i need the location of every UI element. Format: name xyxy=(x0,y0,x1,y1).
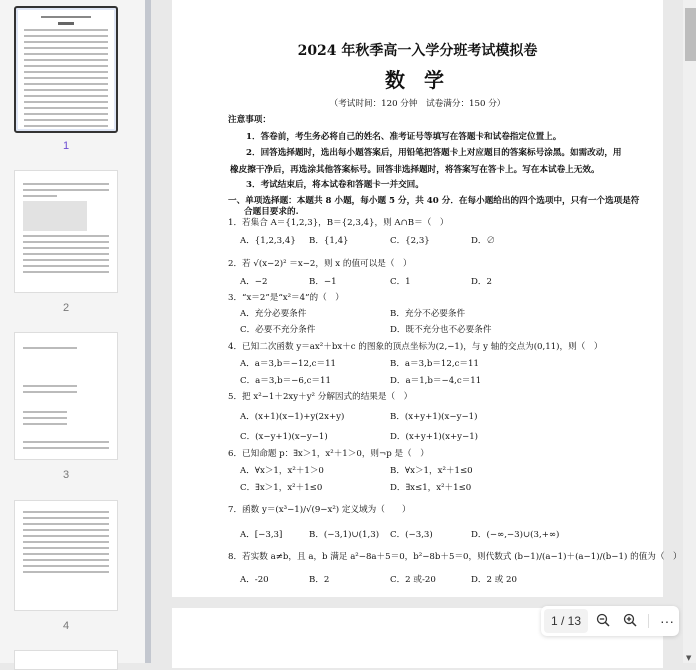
thumbnail-sidebar xyxy=(0,0,145,663)
note: 3．考试结束后，将本试卷和答题卡一并交回。 xyxy=(246,180,424,190)
answer-option: D．a＝1,b＝−4,c＝11 xyxy=(390,376,482,386)
question-text: 6．已知命题 p：∃x＞1，x²＋1＞0，则¬p 是（ ） xyxy=(228,449,429,459)
answer-option: D．∃x≤1，x²＋1≤0 xyxy=(390,483,472,493)
answer-option: A．(x+1)(x−1)+y(2x+y) xyxy=(240,412,345,422)
page-thumbnail-label: 4 xyxy=(62,620,70,632)
answer-option: A．∀x＞1，x²＋1＞0 xyxy=(240,466,324,476)
answer-option: B．∀x＞1，x²＋1≤0 xyxy=(390,466,473,476)
answer-option: C．∃x＞1，x²＋1≤0 xyxy=(240,483,323,493)
answer-option: C．1 xyxy=(390,277,411,287)
question-text: 8．若实数 a≠b，且 a，b 满足 a²−8a＋5＝0，b²−8b＋5＝0，则代数式 (b−1)/(a−1)＋(a−1)/(b−1) 的值为（ ） xyxy=(228,552,682,562)
answer-option: D．(−∞,−3)∪(3,+∞) xyxy=(471,530,560,540)
answer-option: C．(x−y+1)(x−y−1) xyxy=(240,432,328,442)
page-thumbnail-5[interactable] xyxy=(14,650,118,670)
answer-option: B．2 xyxy=(309,575,330,585)
main-scrollbar[interactable] xyxy=(683,0,696,663)
page-thumbnail-label: 1 xyxy=(62,140,70,152)
more-options-icon[interactable]: ··· xyxy=(660,613,675,629)
answer-option: B．−1 xyxy=(309,277,337,287)
section-heading: 合题目要求的. xyxy=(244,207,299,217)
question-text: 1．若集合 A＝{1,2,3}，B＝{2,3,4}，则 A∩B＝（ ） xyxy=(228,218,449,228)
question-text: 7．函数 y＝(x³−1)/√(9−x²) 定义域为（ ） xyxy=(228,505,411,515)
answer-option: D．2 或 20 xyxy=(471,575,517,585)
question-text: 3．“x＝2”是“x²＝4”的（ ） xyxy=(228,293,344,303)
page-thumbnail-1[interactable] xyxy=(14,6,118,133)
zoom-in-icon[interactable] xyxy=(618,613,642,630)
note: 2．回答选择题时，选出每小题答案后，用铅笔把答题卡上对应题目的答案标号涂黑。如需改动，用 xyxy=(246,148,622,158)
answer-option: A．−2 xyxy=(240,277,268,287)
note: 橡皮擦干净后，再选涂其他答案标号。回答非选择题时，将答案写在答卡上。写在本试卷上无效。 xyxy=(230,165,600,175)
answer-option: D．2 xyxy=(471,277,492,287)
answer-option: C．(−3,3) xyxy=(390,530,433,540)
answer-option: A．-20 xyxy=(240,575,269,585)
page-thumbnail-3[interactable] xyxy=(14,332,118,460)
pdf-toolbar xyxy=(541,606,679,636)
answer-option: B．(x+y+1)(x−y−1) xyxy=(390,412,478,422)
answer-option: A．a＝3,b＝−12,c＝11 xyxy=(240,359,337,369)
doc-title: 2024 年秋季高一入学分班考试模拟卷 xyxy=(297,43,538,59)
page-indicator[interactable]: 1 / 13 xyxy=(544,609,588,633)
answer-option: A．{1,2,3,4} xyxy=(240,236,296,246)
sidebar-scrollbar[interactable] xyxy=(145,0,151,663)
page-thumbnail-4[interactable] xyxy=(14,500,118,611)
answer-option: B．a＝3,b＝12,c＝11 xyxy=(390,359,479,369)
page-thumbnail-label: 3 xyxy=(62,469,70,481)
toolbar-divider xyxy=(648,614,649,628)
question-text: 2．若 √(x−2)² ＝x−2，则 x 的值可以是（ ） xyxy=(228,259,412,269)
answer-option: B．(−3,1)∪(1,3) xyxy=(309,530,380,540)
answer-option: D．既不充分也不必要条件 xyxy=(390,325,492,335)
answer-option: D．∅ xyxy=(471,236,496,246)
note: 1．答卷前，考生务必将自己的姓名、准考证号等填写在答题卡和试卷指定位置上。 xyxy=(246,132,562,142)
section-heading: 一、单项选择题：本题共 8 小题，每小题 5 分，共 40 分．在每小题给出的四个选项中，只有一个选项是符 xyxy=(228,196,640,206)
answer-option: B．{1,4} xyxy=(309,236,349,246)
answer-option: A．充分必要条件 xyxy=(240,309,307,319)
question-text: 4．已知二次函数 y＝ax²＋bx＋c 的图象的顶点坐标为(2,−1)，与 y 轴的交点为(0,11)，则（ ） xyxy=(228,342,603,352)
scroll-down-arrow[interactable]: ▼ xyxy=(686,654,692,662)
answer-option: C．必要不充分条件 xyxy=(240,325,316,335)
notes-heading: 注意事项： xyxy=(228,115,271,125)
answer-option: C．{2,3} xyxy=(390,236,430,246)
doc-subject: 数 学 xyxy=(385,68,450,92)
page-thumbnail-label: 2 xyxy=(62,302,70,314)
answer-option: D．(x+y+1)(x+y−1) xyxy=(390,432,479,442)
answer-option: C．2 或-20 xyxy=(390,575,436,585)
zoom-out-icon[interactable] xyxy=(591,613,615,630)
answer-option: A．[−3,3] xyxy=(240,530,283,540)
page-thumbnail-2[interactable] xyxy=(14,170,118,293)
answer-option: B．充分不必要条件 xyxy=(390,309,466,319)
doc-subtitle: （考试时间：120 分钟 试卷满分：150 分） xyxy=(329,99,506,109)
scrollbar-thumb[interactable] xyxy=(685,8,696,61)
answer-option: C．a＝3,b＝−6,c＝11 xyxy=(240,376,331,386)
question-text: 5．把 x²−1＋2xy＋y² 分解因式的结果是（ ） xyxy=(228,392,413,402)
